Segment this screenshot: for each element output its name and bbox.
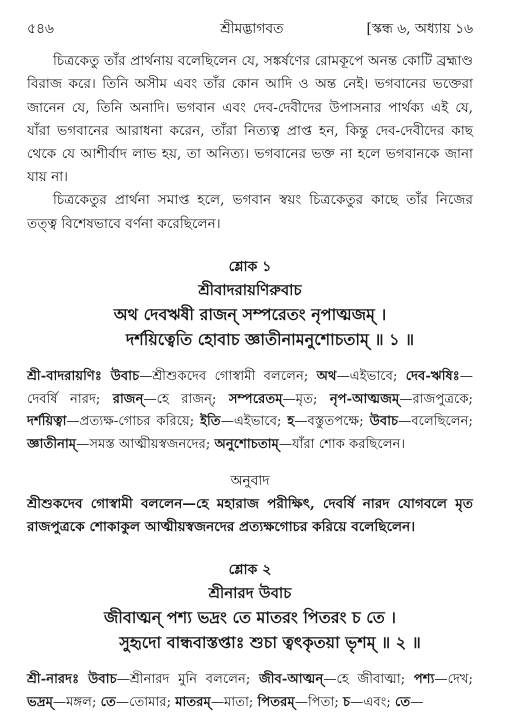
verse-line: অথ দেবঋষী রাজন্ সম্পরেতং নৃপাত্মজম্ । — [113, 305, 387, 325]
synonym-meaning: —মৃত; — [282, 391, 318, 407]
synonym-meaning: —সমস্ত আত্মীয়স্বজনদের; — [76, 437, 211, 453]
synonym-meaning: —হে রাজন্; — [143, 391, 217, 407]
synonym-meaning: —দেখ; — [434, 672, 473, 688]
synonym-meaning: —বলেছিলেন; — [398, 414, 473, 430]
synonym-meaning: —শ্রীনারদ মুনি বললেন; — [116, 672, 251, 688]
synonym-meaning: —রাজপুত্রকে; — [399, 391, 474, 407]
synonym-word: পশ্য — [413, 672, 435, 688]
verse-1 — [27, 256, 473, 539]
synonym-word: তে — [100, 694, 116, 710]
synonym-word: শ্রী-বাদরায়ণিঃ উবাচ — [27, 369, 140, 385]
book-title: শ্রীমদ্ভাগবত — [220, 21, 284, 37]
synonym-word: দেব-ঋষিঃ — [405, 369, 460, 385]
synonym-meaning: —তোমার; — [115, 694, 172, 710]
synonym-word: নৃপ-আত্মজম্ — [329, 391, 400, 407]
synonym-word: জীব-আত্মন্ — [258, 672, 324, 688]
page-number: ৫৪৬ — [27, 21, 54, 37]
verse-line: সুহৃদো বান্ধবাস্তপ্তাঃ শুচা ত্বৎকৃতয়া ভৃশম্ ॥ ২ ॥ — [119, 633, 421, 653]
synonym-meaning: —মঙ্গল; — [52, 694, 97, 710]
verse-number: শ্লোক ১ — [228, 258, 272, 275]
synonym-word: পিতরম্ — [257, 694, 295, 710]
synonym-word: হ — [287, 414, 295, 430]
translation-heading: অনুবাদ — [230, 472, 270, 489]
word-meanings — [27, 366, 473, 456]
verse-line: জীবাত্মন্ পশ্য ভদ্রং তে মাতরং পিতরং চ তে । — [103, 608, 397, 628]
synonym-word: জ্ঞাতীনাম্ — [27, 437, 77, 453]
verse-speaker: শ্রীনারদ উবাচ — [208, 584, 292, 603]
synonym-meaning: —মাতা; — [210, 694, 254, 710]
synonym-word: উবাচ — [369, 414, 399, 430]
synonym-meaning: —এইভাবে; — [336, 369, 398, 385]
intro-paragraph-2: চিত্রকেতুর প্রার্থনা সমাপ্ত হলে, ভগবান স্বয়ং চিত্রকেতুর কাছে তাঁর নিজের তত্ত্ব বিশেষভাবে বর্ণনা করেছিলেন। — [27, 192, 473, 232]
synonym-meaning: —পিতা; — [294, 694, 339, 710]
intro-paragraph-1: চিত্রকেতু তাঁর প্রার্থনায় বলেছিলেন যে, সঙ্কর্ষণের রোমকূপে অনন্ত কোটি ব্রহ্মাণ্ড বিরাজ করে। তিনি অসীম এবং তাঁর কোন আদি ও অন্ত নেই। ভগবানের ভক্তেরা জানেন যে, তিনি অনাদি। ভগবান এবং দেব-দেবীদের উপাসনার পার্থক্য এই যে, যাঁরা ভগবানের আরাধনা করেন, তাঁরা নিত্যত্ব প্রাপ্ত হন, কিন্তু দেব-দেবীদের কাছ থেকে যে আশীর্বাদ লাভ হয়, তা অনিত্য। ভগবানের ভক্ত না হলে ভগবানকে জানা যায় না। — [27, 53, 473, 186]
synonym-word: রাজন্ — [112, 391, 144, 407]
synonym-word: দর্শয়িত্বা — [27, 414, 67, 430]
synonym-word: সম্পরেতম্ — [228, 391, 283, 407]
synonym-meaning: —যাঁরা শোক করছিলেন। — [278, 437, 406, 453]
synonym-word: অনুশোচতাম্ — [214, 437, 279, 453]
synonym-meaning: —প্রত্যক্ষ-গোচর করিয়ে; — [66, 414, 195, 430]
synonym-meaning: —হে জীবাত্মা; — [323, 672, 406, 688]
synonym-word: ভদ্রম্ — [27, 694, 53, 710]
section-reference: [স্কন্ধ ৬, অধ্যায় ১৬ — [366, 21, 473, 37]
synonym-meaning: —শ্রীশুকদেব গোস্বামী বললেন; — [139, 369, 309, 385]
synonym-word: তে — [395, 694, 411, 710]
synonym-word: ইতি — [200, 414, 221, 430]
synonym-meaning: —বস্তুতপক্ষে; — [294, 414, 364, 430]
synonym-word: চ — [343, 694, 351, 710]
verse-2 — [27, 559, 473, 715]
synonym-word: মাতরম্ — [175, 694, 211, 710]
translation-text: শ্রীশুকদেব গোস্বামী বললেন—হে মহারাজ পরীক্ষিৎ, দেবর্ষি নারদ যোগবলে মৃত রাজপুত্রকে শোকাকুল আত্মীয়স্বজনদের প্রত্যক্ষগোচর করিয়ে বলেছিলেন। — [27, 495, 473, 535]
synonym-meaning: —এইভাবে; — [220, 414, 282, 430]
synonym-meaning: — — [410, 694, 424, 710]
verse-line: দর্শয়িত্বেতি হোবাচ জ্ঞাতীনামনুশোচতাম্ ॥ ১ ॥ — [125, 330, 415, 350]
synonym-meaning: —এবং; — [350, 694, 391, 710]
synonym-meaning: —দেবর্ষি নারদ; — [27, 369, 473, 407]
word-meanings — [27, 669, 473, 714]
synonym-word: শ্রী-নারদঃ উবাচ — [27, 672, 117, 688]
page-header — [27, 18, 473, 41]
verse-speaker: শ্রীবাদরায়ণিরুবাচ — [198, 281, 302, 300]
synonym-word: অথ — [316, 369, 337, 385]
verse-number: শ্লোক ২ — [228, 561, 272, 578]
